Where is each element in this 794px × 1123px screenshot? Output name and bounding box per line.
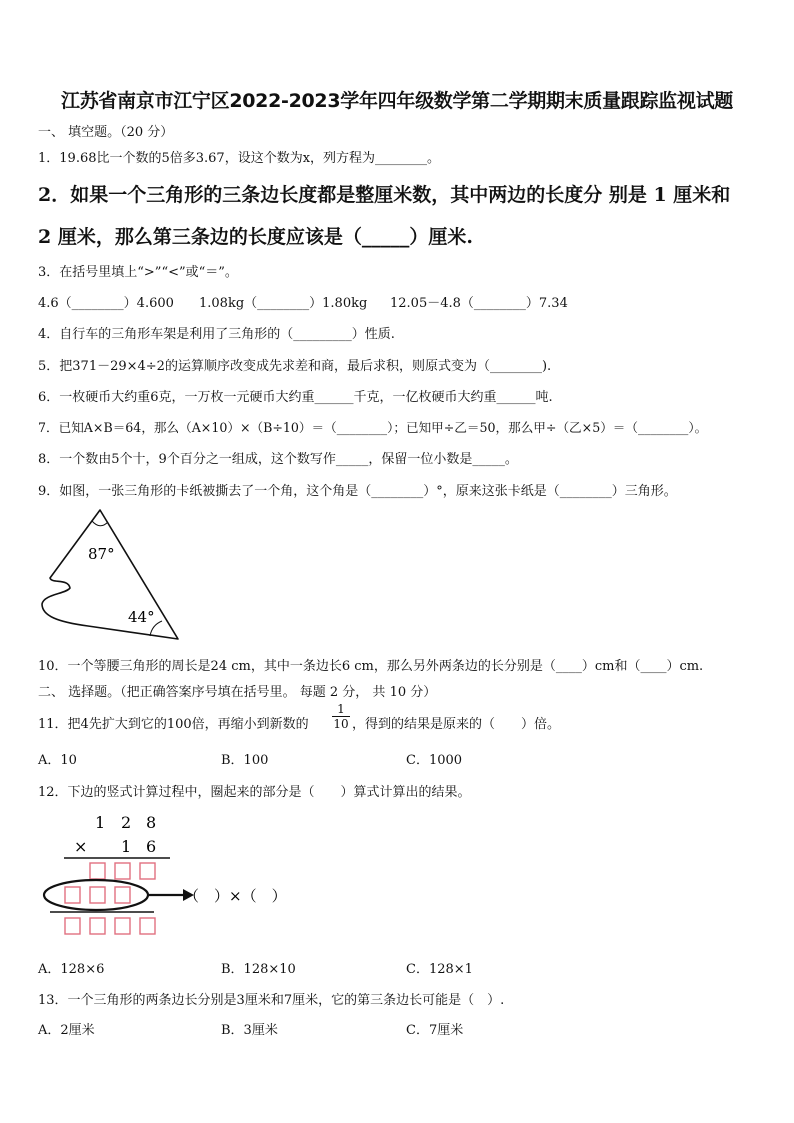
question-12: 12．下边的竖式计算过程中，圈起来的部分是（ ）算式计算出的结果。 — [38, 785, 471, 800]
q11-option-b: B．100 — [221, 753, 269, 768]
fraction-one-tenth — [332, 702, 350, 731]
q11-option-a: A．10 — [38, 753, 77, 768]
q12-option-b: B．128×10 — [221, 962, 296, 977]
fraction-denominator: 10 — [333, 717, 349, 731]
question-10: 10．一个等腰三角形的周长是24 cm，其中一条边长6 cm，那么另外两条边的长分别是（____）cm和（____）cm. — [38, 659, 704, 674]
q13-option-b: B．3厘米 — [221, 1023, 278, 1038]
torn-triangle-figure — [38, 506, 188, 644]
question-6: 6．一枚硬币大约重6克，一万枚一元硬币大约重______千克，一亿枚硬币大约重______吨. — [38, 390, 553, 405]
question-2-line-2: 2 厘米，那么第三条边的长度应该是（_____）厘米. — [38, 226, 473, 248]
angle-87-label: 87° — [88, 545, 115, 563]
question-7: 7．已知A×B＝64，那么（A×10）×（B÷10）＝（________）；已知甲÷乙＝50，那么甲÷（乙×5）＝（________）。 — [38, 420, 708, 435]
question-11-text-before: 11．把4先扩大到它的100倍，再缩小到新数的 — [38, 717, 309, 732]
fraction-numerator: 1 — [337, 702, 345, 716]
question-2-line-1: 2．如果一个三角形的三条边长度都是整厘米数，其中两边的长度分 别是 1 厘米和 — [38, 184, 731, 206]
question-3: 3．在括号里填上“>”“<”或“＝”。 — [38, 265, 238, 280]
digit-1: 1 — [95, 813, 106, 832]
digit-8: 8 — [146, 813, 157, 832]
question-8: 8．一个数由5个十，9个百分之一组成，这个数写作_____，保留一位小数是_____。 — [38, 452, 518, 467]
section-2-heading: 二、 选择题。（把正确答案序号填在括号里。 每题 2 分， 共 10 分） — [38, 685, 437, 700]
digit-2: 2 — [121, 813, 132, 832]
angle-44-label: 44° — [128, 608, 155, 626]
question-11-text-after: ，得到的结果是原来的（ ）倍。 — [352, 717, 561, 732]
question-4: 4．自行车的三角形车架是利用了三角形的（_________）性质. — [38, 327, 395, 342]
question-13: 13．一个三角形的两条边长分别是3厘米和7厘米，它的第三条边长可能是（ ）. — [38, 993, 505, 1008]
question-3-item-1: 4.6（________）4.600 — [38, 296, 174, 311]
question-5: 5．把371－29×4÷2的运算顺序改变成先求差和商，最后求积，则原式变为（________). — [38, 359, 552, 374]
answer-boxes — [65, 863, 155, 934]
q12-option-a: A．128×6 — [38, 962, 105, 977]
q13-option-a: A．2厘米 — [38, 1023, 95, 1038]
question-3-item-2: 1.08kg（________）1.80kg — [199, 296, 368, 311]
digit-6: 6 — [146, 837, 157, 856]
q11-option-c: C．1000 — [406, 753, 463, 768]
q12-option-c: C．128×1 — [406, 962, 473, 977]
page-title: 江苏省南京市江宁区2022-2023学年四年级数学第二学期期末质量跟踪监视试题 — [61, 90, 733, 112]
question-9: 9．如图，一张三角形的卡纸被撕去了一个角，这个角是（________）°，原来这张卡纸是（________）三角形。 — [38, 484, 677, 499]
vertical-multiplication-figure — [38, 808, 338, 943]
highlight-ellipse — [44, 880, 148, 910]
digit-1-b: 1 — [121, 837, 132, 856]
arrow-target-label: （ ）×（ ） — [184, 887, 287, 905]
question-1: 1．19.68比一个数的5倍多3.67，设这个数为x，列方程为________。 — [38, 151, 441, 166]
q13-option-c: C．7厘米 — [406, 1023, 464, 1038]
section-1-heading: 一、 填空题。（20 分） — [38, 125, 174, 140]
times-sign: × — [74, 837, 88, 856]
question-3-item-3: 12.05－4.8（________）7.34 — [390, 296, 568, 311]
